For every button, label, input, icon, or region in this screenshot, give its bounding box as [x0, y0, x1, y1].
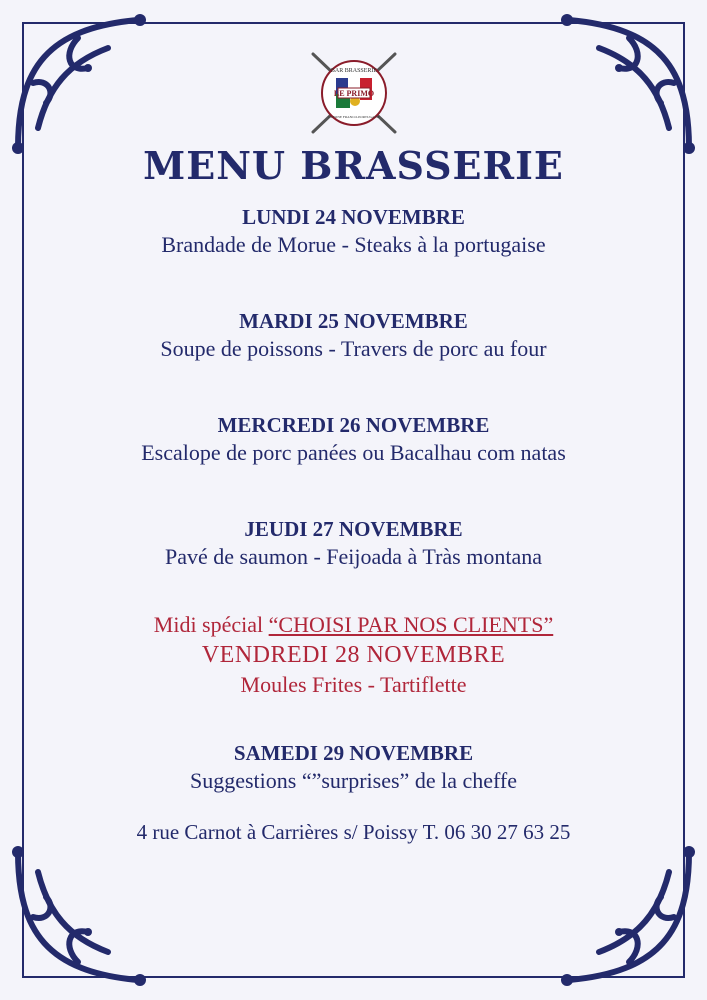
day-heading: MARDI 25 NOVEMBRE	[239, 309, 468, 333]
special-block-friday	[0, 610, 707, 700]
corner-ornament-top-left	[8, 8, 158, 158]
day-block-saturday	[0, 740, 707, 796]
logo-bottom-text: CUISINE FRANCO-PORTUGAISE	[328, 115, 380, 119]
special-dishes: Moules Frites - Tartiflette	[240, 672, 467, 697]
day-heading: LUNDI 24 NOVEMBRE	[242, 205, 465, 229]
special-highlight: “CHOISI PAR NOS CLIENTS”	[268, 612, 554, 637]
day-block-monday	[0, 204, 707, 260]
day-dishes: Pavé de saumon - Feijoada à Tràs montana	[165, 544, 542, 569]
logo-name: LE PRIMO	[333, 89, 375, 98]
day-dishes: Brandade de Morue - Steaks à la portugaise	[161, 232, 546, 257]
logo-top-text: BAR BRASSERIE	[330, 68, 378, 74]
menu-title: MENU BRASSERIE	[143, 143, 564, 188]
footer-address-block	[0, 818, 707, 846]
day-heading: MERCREDI 26 NOVEMBRE	[217, 413, 490, 437]
menu-content	[0, 140, 707, 846]
brasserie-logo	[303, 50, 405, 136]
corner-ornament-bottom-right	[549, 842, 699, 992]
special-day-heading: VENDREDI 28 NOVEMBRE	[201, 642, 506, 668]
day-heading: SAMEDI 29 NOVEMBRE	[233, 741, 474, 765]
day-block-wednesday	[0, 412, 707, 468]
restaurant-address: 4 rue Carnot à Carrières s/ Poissy T. 06 30 27 63 25	[136, 820, 571, 844]
special-intro	[0, 610, 707, 640]
day-dishes: Suggestions “”surprises” de la cheffe	[189, 768, 518, 793]
day-block-thursday	[0, 516, 707, 572]
day-dishes: Soupe de poissons - Travers de porc au four	[160, 336, 547, 361]
day-heading: JEUDI 27 NOVEMBRE	[244, 517, 463, 541]
corner-ornament-top-right	[549, 8, 699, 158]
day-dishes: Escalope de porc panées ou Bacalhau com natas	[141, 440, 566, 465]
day-block-tuesday	[0, 308, 707, 364]
special-prefix: Midi spécial	[153, 612, 269, 637]
corner-ornament-bottom-left	[8, 842, 158, 992]
